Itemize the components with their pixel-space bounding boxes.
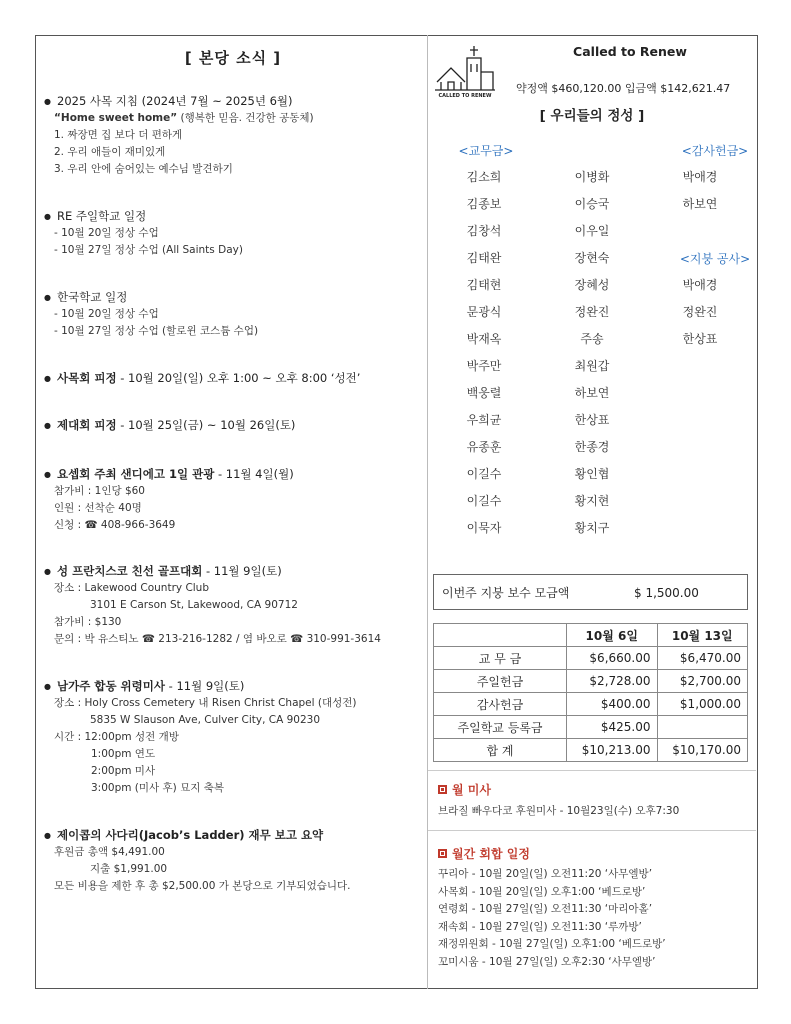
square-bullet-icon	[438, 849, 447, 858]
donor-name: 이우일	[574, 224, 610, 238]
re-school-item: - 10월 27일 정상 수업 (All Saints Day)	[54, 244, 243, 256]
category-roof: <지붕 공사>	[679, 252, 751, 266]
joseph-tour-section: ● 요셉회 주최 샌디에고 1일 관광 - 11월 4일(월) 참가비 : 1인당 $60 인원 : 선착순 40명 신청 : ☎ 408-966-3649	[44, 466, 422, 534]
section-separator	[428, 770, 756, 771]
table-row: 교 무 금 $6,660.00 $6,470.00	[434, 647, 748, 670]
pledge-summary: 약정액 $460,120.00 입금액 $142,621.47	[516, 82, 731, 95]
monthly-meetings-list	[438, 866, 666, 971]
donor-name: 김태완	[466, 251, 502, 265]
donor-name: 김소희	[466, 170, 502, 184]
finance-table	[433, 623, 748, 762]
donor-name: 최원갑	[574, 359, 610, 373]
finance-header: 10월 13일	[657, 624, 748, 647]
donor-name: 이길수	[466, 467, 502, 481]
golf-address: 3101 E Carson St, Lakewood, CA 90712	[90, 599, 298, 611]
memorial-time: 시간 : 12:00pm 성전 개방	[54, 731, 179, 743]
meeting-item: 재정위원회 - 10월 27일(일) 오후1:00 ‘베드로방’	[438, 938, 666, 950]
joseph-line: 참가비 : 1인당 $60	[54, 485, 145, 497]
meeting-item: 재속회 - 10월 27일(일) 오전11:30 ‘루까방’	[438, 920, 642, 933]
donor-name: 주송	[580, 332, 604, 346]
table-row: 합 계 $10,213.00 $10,170.00	[434, 739, 748, 762]
donor-name: 황인협	[574, 467, 610, 481]
finance-header: 10월 6일	[567, 624, 658, 647]
meeting-item: 사목회 - 10월 20일(일) 오후1:00 ‘베드로방’	[438, 885, 646, 898]
roof-repair-label: 이번주 지붕 보수 모금액	[442, 586, 570, 600]
jacob-line: 모든 비용을 제한 후 총 $2,500.00 가 본당으로 기부되었습니다.	[54, 880, 351, 892]
donor-name: 문광식	[466, 305, 502, 319]
donor-name: 황치구	[574, 521, 610, 535]
donor-name: 박애경	[682, 170, 718, 184]
joseph-line: 인원 : 선착순 40명	[54, 502, 142, 514]
donor-name: 하보연	[682, 197, 718, 211]
meeting-item: 연령회 - 10월 27일(일) 오전11:30 ‘마리아홀’	[438, 903, 653, 915]
donor-name: 박주만	[466, 359, 502, 373]
korean-school-item: - 10월 27일 정상 수업 (할로윈 코스튬 수업)	[54, 325, 259, 337]
altar-society-retreat: ● 제대회 피정 - 10월 25일(금) ~ 10월 26일(토)	[44, 417, 422, 434]
donor-name: 백웅렬	[466, 386, 502, 400]
parish-news-column	[44, 49, 422, 892]
column-divider	[427, 35, 428, 989]
golf-contact: 문의 : 박 유스티노 ☎ 213-216-1282 / 염 바오로 ☎ 310-991-3614	[54, 633, 381, 645]
table-row: 주일헌금 $2,728.00 $2,700.00	[434, 670, 748, 693]
jacobs-ladder-section	[44, 827, 422, 895]
roof-repair-amount: $ 1,500.00	[634, 586, 699, 600]
memorial-time: 1:00pm 연도	[91, 748, 156, 760]
donor-name: 김창석	[466, 224, 502, 238]
pastoral-head: ● 2025 사목 지침 (2024년 7월 ~ 2025년 6월)	[44, 93, 422, 110]
re-school-section	[44, 208, 422, 259]
donor-name: 우희균	[466, 413, 502, 427]
finance-header-row	[434, 624, 748, 647]
donor-name: 한상표	[574, 413, 610, 427]
svg-text:CALLED TO RENEW: CALLED TO RENEW	[438, 93, 492, 98]
memorial-place: 장소 : Holy Cross Cemetery 내 Risen Christ Chapel (대성전)	[54, 697, 357, 709]
joseph-line: 신청 : ☎ 408-966-3649	[54, 519, 176, 531]
pastoral-theme: “Home sweet home” (행복한 믿음. 건강한 공동체)	[54, 112, 314, 124]
donor-name: 유종훈	[466, 440, 502, 454]
donor-name: 박애경	[682, 278, 718, 292]
memorial-time: 3:00pm (미사 후) 묘지 축복	[91, 782, 225, 794]
roof-repair-box	[433, 574, 748, 610]
pastoral-council-retreat: ● 사목회 피정 - 10월 20일(일) 오후 1:00 ~ 오후 8:00 ‘성전’	[44, 370, 422, 387]
donor-name: 김태현	[466, 278, 502, 292]
donor-name: 하보연	[574, 386, 610, 400]
category-parish-dues: <교무금>	[458, 144, 514, 158]
called-to-renew-title: Called to Renew	[573, 44, 687, 59]
monthly-mass-title: 월 미사	[438, 781, 491, 798]
jacob-line: 지출 $1,991.00	[90, 863, 168, 875]
called-to-renew-logo	[433, 42, 497, 98]
korean-school-head: ● 한국학교 일정	[44, 289, 422, 306]
donor-name: 김종보	[466, 197, 502, 211]
golf-section: ● 성 프란치스코 친선 골프대회 - 11월 9일(토) 장소 : Lakewood Country Club 3101 E Carson St, Lakewood, CA 90712 참가비 : $130 문의 : 박 유스티노 ☎ 213-216-1282 / 염 바오로 ☎ 310-991-3614	[44, 563, 422, 648]
category-thanksgiving: <감사헌금>	[681, 144, 749, 158]
monthly-meetings-title: 월간 회합 일정	[438, 845, 530, 862]
pastoral-item: 3. 우리 안에 숨어있는 예수님 발견하기	[54, 163, 233, 175]
square-bullet-icon	[438, 785, 447, 794]
parish-news-title: [ 본당 소식 ]	[184, 49, 282, 67]
donor-name: 이병화	[574, 170, 610, 184]
pastoral-item: 2. 우리 애들이 재미있게	[54, 146, 166, 158]
monthly-mass-line: 브라질 빠우다코 후원미사 - 10월23일(수) 오후7:30	[438, 805, 680, 817]
donor-name: 이승국	[574, 197, 610, 211]
golf-place: 장소 : Lakewood Country Club	[54, 582, 210, 594]
table-row: 감사헌금 $400.00 $1,000.00	[434, 693, 748, 716]
memorial-time: 2:00pm 미사	[91, 765, 156, 777]
donor-name: 장현숙	[574, 251, 610, 265]
pastoral-section	[44, 93, 422, 178]
donor-name: 정완진	[682, 305, 718, 319]
section-separator	[428, 830, 756, 831]
table-row: 주일학교 등록금 $425.00	[434, 716, 748, 739]
donor-name: 박재옥	[466, 332, 502, 346]
korean-school-item: - 10월 20일 정상 수업	[54, 308, 159, 320]
pastoral-item: 1. 짜장면 집 보다 더 편하게	[54, 129, 183, 141]
memorial-address: 5835 W Slauson Ave, Culver City, CA 90230	[90, 714, 320, 726]
golf-fee: 참가비 : $130	[54, 616, 122, 628]
re-school-item: - 10월 20일 정상 수업	[54, 227, 159, 239]
meeting-item: 꼬미시움 - 10월 27일(일) 오후2:30 ‘사무엘방’	[438, 955, 656, 968]
donor-name: 이묵자	[466, 521, 502, 535]
donor-name: 이길수	[466, 494, 502, 508]
donor-name: 한종경	[574, 440, 610, 454]
memorial-mass-section: ● 남가주 합동 위령미사 - 11월 9일(토) 장소 : Holy Cross Cemetery 내 Risen Christ Chapel (대성전) 5835 W Slauson Ave, Culver City, CA 90230 시간 : 12:00pm 성전 개방 1:00pm 연도 2:00pm 미사 3:00pm (미사 후) 묘지 축복	[44, 678, 422, 797]
donor-name: 정완진	[574, 305, 610, 319]
donor-name: 한상표	[682, 332, 718, 346]
korean-school-section	[44, 289, 422, 340]
meeting-item: 꾸리아 - 10월 20일(일) 오전11:20 ‘사무엘방’	[438, 868, 653, 880]
re-school-head: ● RE 주일학교 일정	[44, 208, 422, 225]
offerings-title: [ 우리들의 정성 ]	[539, 108, 645, 124]
donor-name: 황지현	[574, 494, 610, 508]
donor-name: 장혜성	[574, 278, 610, 292]
jacob-head: ● 제이콥의 사다리(Jacob’s Ladder) 재무 보고 요약	[44, 827, 422, 844]
jacob-line: 후원금 총액 $4,491.00	[54, 846, 165, 858]
